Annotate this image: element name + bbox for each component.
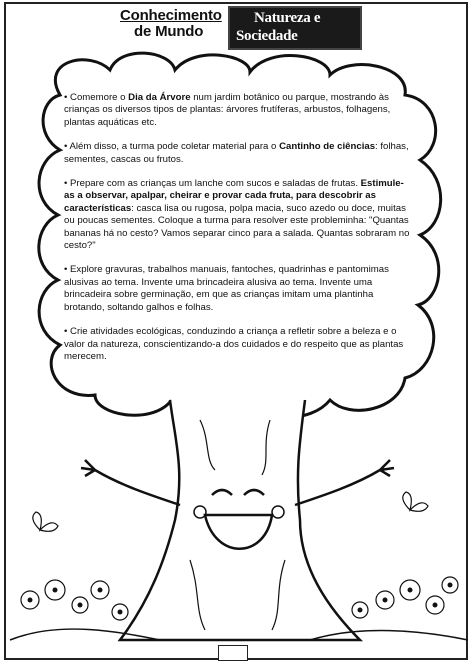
title-line-2: de Mundo bbox=[134, 23, 204, 40]
badge-line-1: Natureza e bbox=[254, 10, 321, 26]
list-item: • Prepare com as crianças um lanche com sucos e saladas de frutas. Estimule-as a observar, apalpar, cheirar e provar cada fruta, para descobrir as características: casca lisa ou rugosa, polpa macia, suco azedo ou doce, muitas ou poucas sementes. Coloque a turma para resolver este probleminha: "Quantas bananas há no cesto? Vamos separar cinco para a salada. Quantas sobraram no cesto?" bbox=[64, 178, 414, 252]
list-item: • Explore gravuras, trabalhos manuais, fantoches, quadrinhas e pantomimas alusivas ao tema. Invente uma brincadeira alusiva ao tema. Invente uma brincadeira sobre germinação, em que as crianças imitam uma plantinha brotando, soltando galhos e folhas. bbox=[64, 264, 414, 314]
page-number-box bbox=[218, 645, 248, 661]
title-line-1: Conhecimento bbox=[120, 7, 222, 24]
list-item: • Comemore o Dia da Árvore num jardim botânico ou parque, mostrando às crianças os diversos tipos de plantas: árvores frutíferas, arbustos, folhagens, plantas aquáticas etc. bbox=[64, 92, 414, 129]
badge-line-2: Sociedade bbox=[236, 28, 298, 44]
list-item: • Crie atividades ecológicas, conduzindo a criança a refletir sobre a beleza e o valor da natureza, conscientizando-a dos cuidados e do respeito que as plantas merecem. bbox=[64, 326, 414, 363]
list-item: • Além disso, a turma pode coletar material para o Cantinho de ciências: folhas, sementes, cascas ou frutos. bbox=[64, 141, 414, 166]
